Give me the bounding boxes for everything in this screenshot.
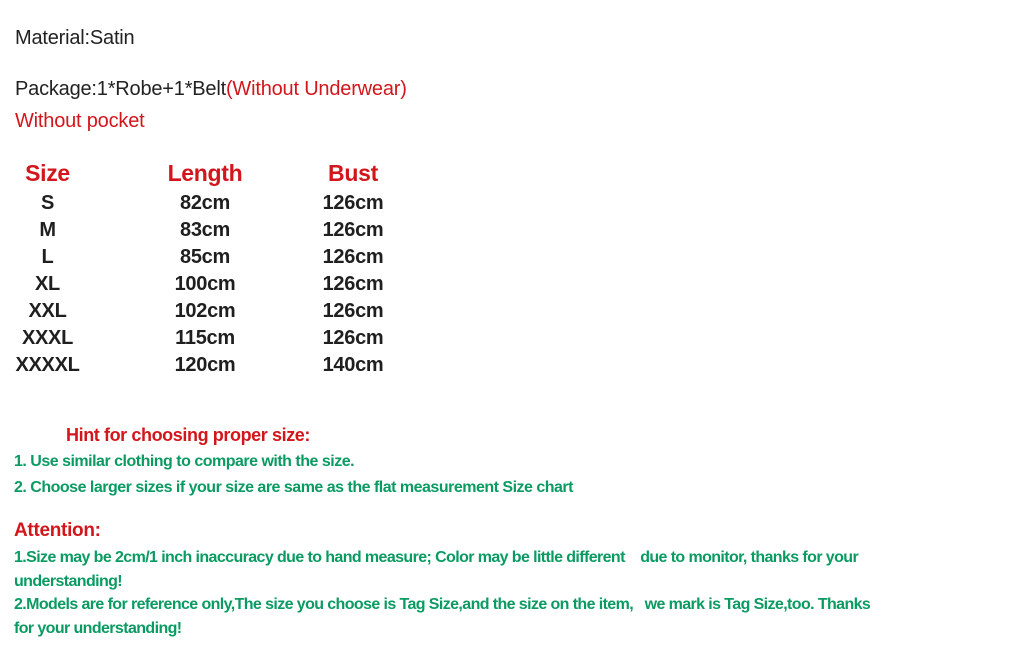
bust-cell: 126cm xyxy=(322,246,384,268)
header-row xyxy=(0,157,391,190)
size-cell: XXXXL xyxy=(15,354,80,376)
table-row xyxy=(0,271,391,298)
size-cell: M xyxy=(39,219,56,241)
table-row xyxy=(0,190,391,217)
length-cell: 82cm xyxy=(180,192,230,214)
attention-line: 2.Models are for reference only,The size you choose is Tag Size,and the size on the item, we mark is Tag Size,too. Thanks xyxy=(14,596,871,613)
size-cell: XXXL xyxy=(21,327,74,349)
package-line xyxy=(15,79,407,99)
length-cell: 85cm xyxy=(180,246,230,268)
material-line: Material:Satin xyxy=(15,27,135,49)
table-row xyxy=(0,217,391,244)
size-cell: L xyxy=(41,246,54,268)
table-row xyxy=(0,352,391,379)
length-cell: 120cm xyxy=(174,354,236,376)
attention-list xyxy=(14,546,870,640)
bust-cell: 126cm xyxy=(322,219,384,241)
hint-heading: Hint for choosing proper size: xyxy=(66,425,311,445)
bust-cell: 126cm xyxy=(322,327,384,349)
bust-cell: 140cm xyxy=(322,354,384,376)
bust-cell: 126cm xyxy=(322,192,384,214)
hint-line: 2. Choose larger sizes if your size are same as the flat measurement Size chart xyxy=(14,479,573,496)
column-header-size: Size xyxy=(25,160,70,186)
length-cell: 115cm xyxy=(175,327,235,349)
bust-cell: 126cm xyxy=(322,273,384,295)
column-header-length: Length xyxy=(167,160,243,186)
hint-line: 1. Use similar clothing to compare with the size. xyxy=(14,453,355,470)
attention-heading: Attention: xyxy=(14,520,101,541)
length-cell: 83cm xyxy=(180,219,230,241)
pocket-note-line: Without pocket xyxy=(15,110,145,132)
table-row xyxy=(0,325,391,352)
attention-line: for your understanding! xyxy=(14,619,182,637)
bust-cell: 126cm xyxy=(322,300,384,322)
package-contents-text: Package:1*Robe+1*Belt xyxy=(15,78,226,100)
table-row xyxy=(0,298,391,325)
column-header-bust: Bust xyxy=(328,160,378,186)
size-chart xyxy=(0,157,391,379)
length-cell: 100cm xyxy=(174,273,236,295)
length-cell: 102cm xyxy=(174,300,236,322)
size-cell: XXL xyxy=(28,300,67,322)
hint-list xyxy=(14,449,573,501)
package-note-text: (Without Underwear) xyxy=(225,78,407,100)
attention-line: 1.Size may be 2cm/1 inch inaccuracy due to hand measure; Color may be little different due to monitor, thanks for your xyxy=(14,549,859,566)
attention-line: understanding! xyxy=(14,572,123,590)
size-chart-table xyxy=(0,157,391,379)
size-cell: XL xyxy=(35,273,60,295)
size-cell: S xyxy=(40,192,55,214)
table-row xyxy=(0,244,391,271)
